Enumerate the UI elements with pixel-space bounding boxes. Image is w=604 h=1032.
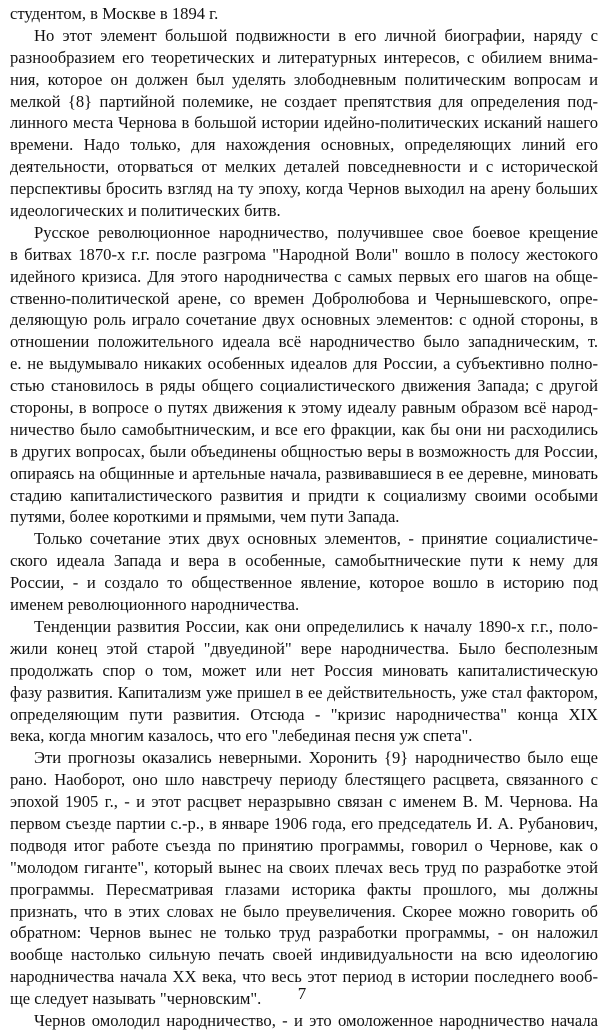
text-line: мелкой {8} партийной полемике, не создает препятствия для определения под-: [10, 91, 598, 111]
text-line: стадию капиталистического развития и придти к социализму своими особыми: [10, 485, 598, 505]
text-line: ственно-политической арене, со времен Добролюбова и Чернышевского, опре-: [10, 288, 598, 308]
text-line: Чернов омолодил народничество, - и это омоложенное народничество начала: [34, 1010, 598, 1030]
text-line: Эти прогнозы оказались неверными. Хоронить {9} народничество было еще: [34, 748, 598, 768]
text-line: идеологических и политических битв.: [10, 201, 281, 221]
text-line: стью становилось в ряды общего социалистического движения Запада; с другой: [10, 376, 598, 396]
text-line: именем революционного народничества.: [10, 595, 300, 615]
paragraph: [10, 747, 598, 1010]
text-line: ничество было самобытническим, и все его фракции, как бы они ни расходились: [10, 419, 598, 439]
text-line: идейного кризиса. Для этого народничества с самых первых его шагов на обще-: [10, 266, 598, 286]
page-number: 7: [297, 984, 307, 1003]
paragraph: [10, 25, 598, 222]
text-line: ния, которое он должен был уделять злободневным политическим вопросам и: [10, 69, 598, 89]
text-line: Тенденции развития России, как они определились к началу 1890-х г.г., поло-: [34, 616, 598, 636]
text-line: стороны, в вопросе о путях движения к этому идеалу равным образом всё народ-: [10, 398, 598, 418]
text-line: путями, более короткими и прямыми, чем пути Запада.: [10, 507, 400, 527]
text-line: в битвах 1870-х г.г. после разгрома "Народной Воли" вошло в полосу жестокого: [10, 244, 598, 264]
text-line: студентом, в Москве в 1894 г.: [10, 4, 219, 23]
text-line: деляющую роль играло сочетание двух основных элементов: с одной стороны, в: [10, 310, 598, 330]
body-text: [10, 3, 598, 1032]
text-line: программы. Пересматривая глазами историка факты прошлого, мы должны: [10, 879, 598, 899]
text-line: продолжать спор о том, может или нет Россия миновать капиталистическую: [10, 660, 598, 680]
text-line: в других вопросах, были объединены общностью веры в возможность для России,: [10, 441, 598, 461]
text-line: ского идеала Запада и вера в особенные, самобытнические пути к нему для: [10, 551, 598, 571]
text-line: определяющим пути развития. Отсюда - "кризис народничества" конца XIX: [10, 704, 598, 724]
paragraph: [10, 3, 598, 25]
text-line: фазу развития. Капитализм уже пришел в ее действительность, уже стал фактором,: [10, 682, 598, 702]
paragraph: [10, 616, 598, 747]
text-line: Русское революционное народничество, получившее свое боевое крещение: [34, 222, 598, 242]
text-line: России, - и создало то общественное явление, которое вошло в историю под: [10, 573, 598, 593]
text-line: подводя итог работе съезда по принятию программы, говорил о Чернове, как о: [10, 835, 598, 855]
text-line: времени. Надо только, для нахождения основных, определяющих линий его: [10, 135, 598, 155]
text-line: разнообразием его теоретических и литературных интересов, с обилием внима-: [10, 47, 598, 67]
text-line: вообще настолько сильную печать своей индивидуальности на всю идеологию: [10, 945, 598, 965]
text-line: народничества начала XX века, что весь этот период в истории последнего вооб-: [10, 967, 598, 987]
text-line: рано. Наоборот, оно шло навстречу периоду блестящего расцвета, связанного с: [10, 770, 598, 790]
text-line: деятельности, оторваться от мелких деталей повседневности и с исторической: [10, 157, 598, 177]
text-line: е. не выдумывало никаких особенных идеалов для России, а субъективно полно-: [10, 354, 598, 374]
text-line: ще следует называть "черновским".: [10, 989, 262, 1009]
text-line: Только сочетание этих двух основных элементов, - принятие социалистиче-: [34, 529, 598, 549]
text-line: перспективы бросить взгляд на ту эпоху, когда Чернов выходил на арену больших: [10, 179, 598, 199]
text-line: линного места Чернова в большой истории идейно-политических исканий нашего: [10, 113, 598, 133]
paragraph: [10, 1010, 598, 1032]
text-line: отношении положительного идеала всё народничество было западническим, т.: [10, 332, 598, 352]
paragraph: [10, 222, 598, 528]
text-line: Но этот элемент большой подвижности в его личной биографии, наряду с: [34, 25, 598, 45]
text-line: признать, что в этих словах не было преувеличения. Скорее можно говорить об: [10, 901, 598, 921]
text-line: обратном: Чернов вынес не только труд разработки программы, - он наложил: [10, 923, 598, 943]
paragraph: [10, 528, 598, 616]
text-line: эпохой 1905 г., - и этот расцвет неразрывно связан с именем В. М. Чернова. На: [10, 792, 598, 812]
text-line: первом съезде партии с.-р., в январе 1906 года, его председатель И. А. Рубанович,: [10, 813, 598, 833]
text-line: века, когда многим казалось, что его "лебединая песня уж спета".: [10, 726, 473, 746]
text-line: "молодом гиганте", который вынес на своих плечах весь труд по разработке этой: [10, 857, 598, 877]
text-line: опираясь на общинные и артельные начала, развивавшиеся в ее деревне, миновать: [10, 463, 598, 483]
text-line: жили конец этой старой "двуединой" вере народничества. Было бесполезным: [10, 638, 598, 658]
